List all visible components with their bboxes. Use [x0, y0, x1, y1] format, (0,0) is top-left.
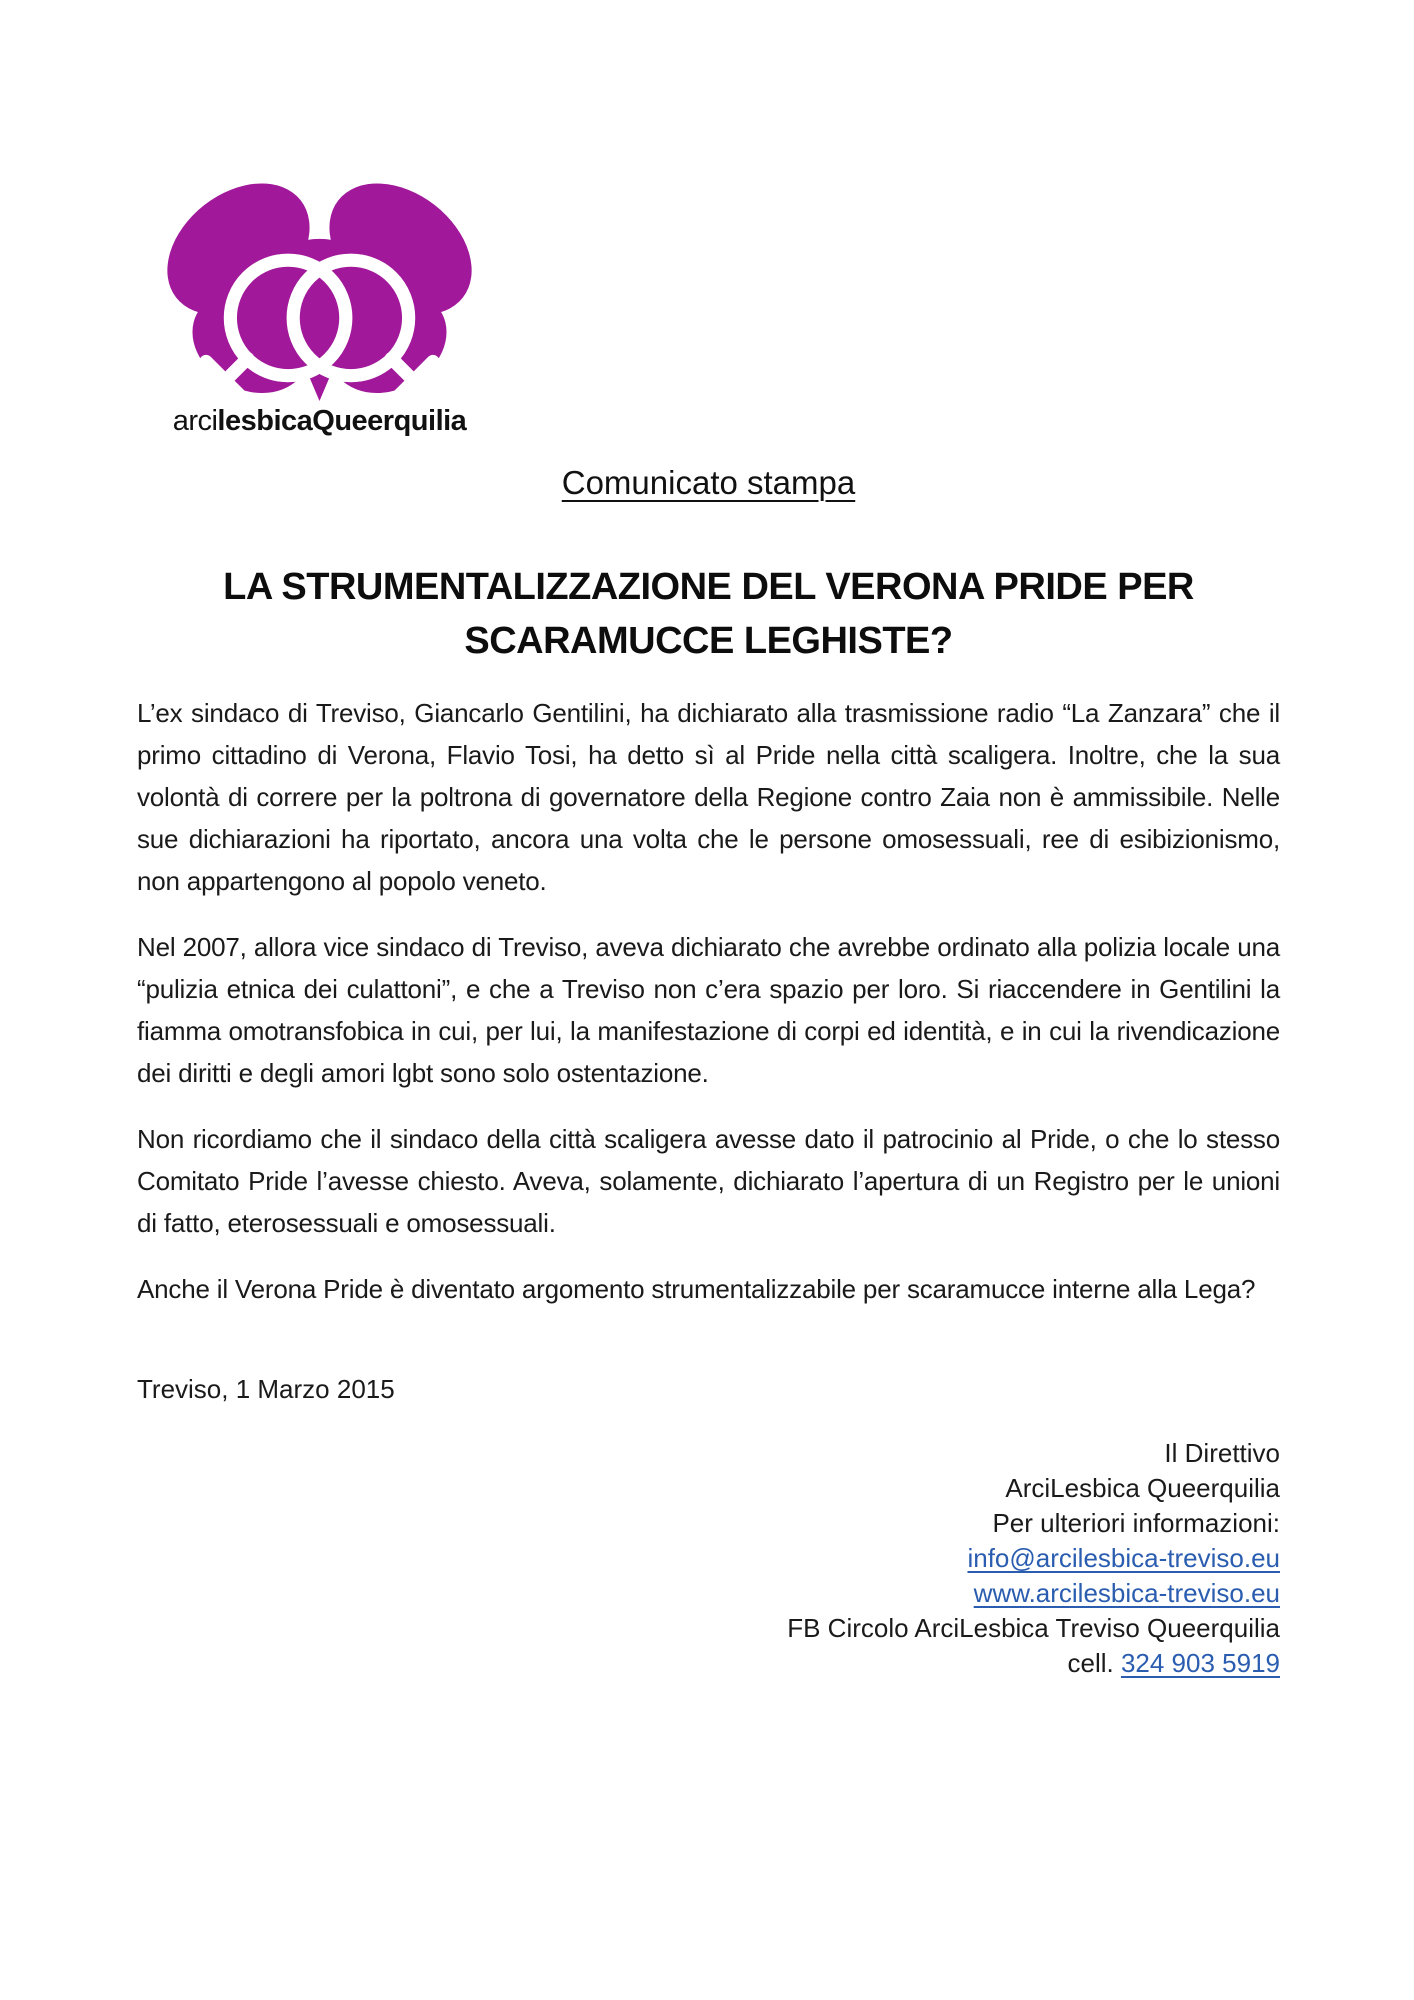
website-row [137, 1576, 1280, 1611]
body-paragraph-1: L’ex sindaco di Treviso, Giancarlo Gentilini, ha dichiarato alla trasmissione radio “La Zanzara” che il primo cittadino di Verona, Flavio Tosi, ha detto sì al Pride nella città scaligera. Inoltre, che la sua volontà di correre per la poltrona di governatore della Regione contro Zaia non è ammissibile. Nelle sue dichiarazioni ha riportato, ancora una volta che le persone omosessuali, ree di esibizionismo, non appartengono al popolo veneto. [137, 698, 1280, 896]
phone-row [137, 1646, 1280, 1681]
document-type-heading [137, 464, 1280, 502]
phone-label: cell. [1067, 1648, 1121, 1678]
info-label: Per ulteriori informazioni: [992, 1508, 1280, 1538]
logo-wordmark-bold1: lesbica [217, 405, 313, 437]
press-release-title: LA STRUMENTALIZZAZIONE DEL VERONA PRIDE PER SCARAMUCCE LEGHISTE? [223, 566, 1194, 662]
signatory-org: ArciLesbica Queerquilia [1005, 1473, 1280, 1503]
document-type-label: Comunicato stampa [561, 464, 856, 501]
butterfly-double-venus-icon [137, 170, 502, 403]
phone-link[interactable]: 324 903 5919 [1120, 1648, 1280, 1678]
body-paragraph-3: Non ricordiamo che il sindaco della città scaligera avesse dato il patrocinio al Pride, o che lo stesso Comitato Pride l’avesse chiesto. Aveva, solamente, dichiarato l’apertura di un Registro per le unioni di fatto, eterosessuali e omosessuali. [137, 1124, 1280, 1238]
email-row [137, 1541, 1280, 1576]
logo-wordmark-bold2: Queerquilia [312, 405, 467, 437]
email-link[interactable]: info@arcilesbica-treviso.eu [967, 1543, 1280, 1573]
body-paragraph-2: Nel 2007, allora vice sindaco di Treviso, aveva dichiarato che avrebbe ordinato alla polizia locale una “pulizia etnica dei culattoni”, e che a Treviso non c’era spazio per loro. Si riaccendere in Gentilini la fiamma omotransfobica in cui, per lui, la manifestazione di corpi ed identità, e in cui la rivendicazione dei diritti e degli amori lgbt sono solo ostentazione. [137, 932, 1280, 1088]
signatory-role: Il Direttivo [1164, 1438, 1280, 1468]
signature-block [137, 1436, 1280, 1681]
dateline: Treviso, 1 Marzo 2015 [137, 1374, 395, 1404]
facebook-info: FB Circolo ArciLesbica Treviso Queerquilia [787, 1613, 1280, 1643]
logo-wordmark-regular: arci [172, 405, 218, 437]
logo-wordmark [137, 405, 502, 438]
body-paragraph-4: Anche il Verona Pride è diventato argomento strumentalizzabile per scaramucce interne alla Lega? [137, 1274, 1256, 1304]
website-link[interactable]: www.arcilesbica-treviso.eu [973, 1578, 1280, 1608]
org-logo [137, 170, 502, 438]
